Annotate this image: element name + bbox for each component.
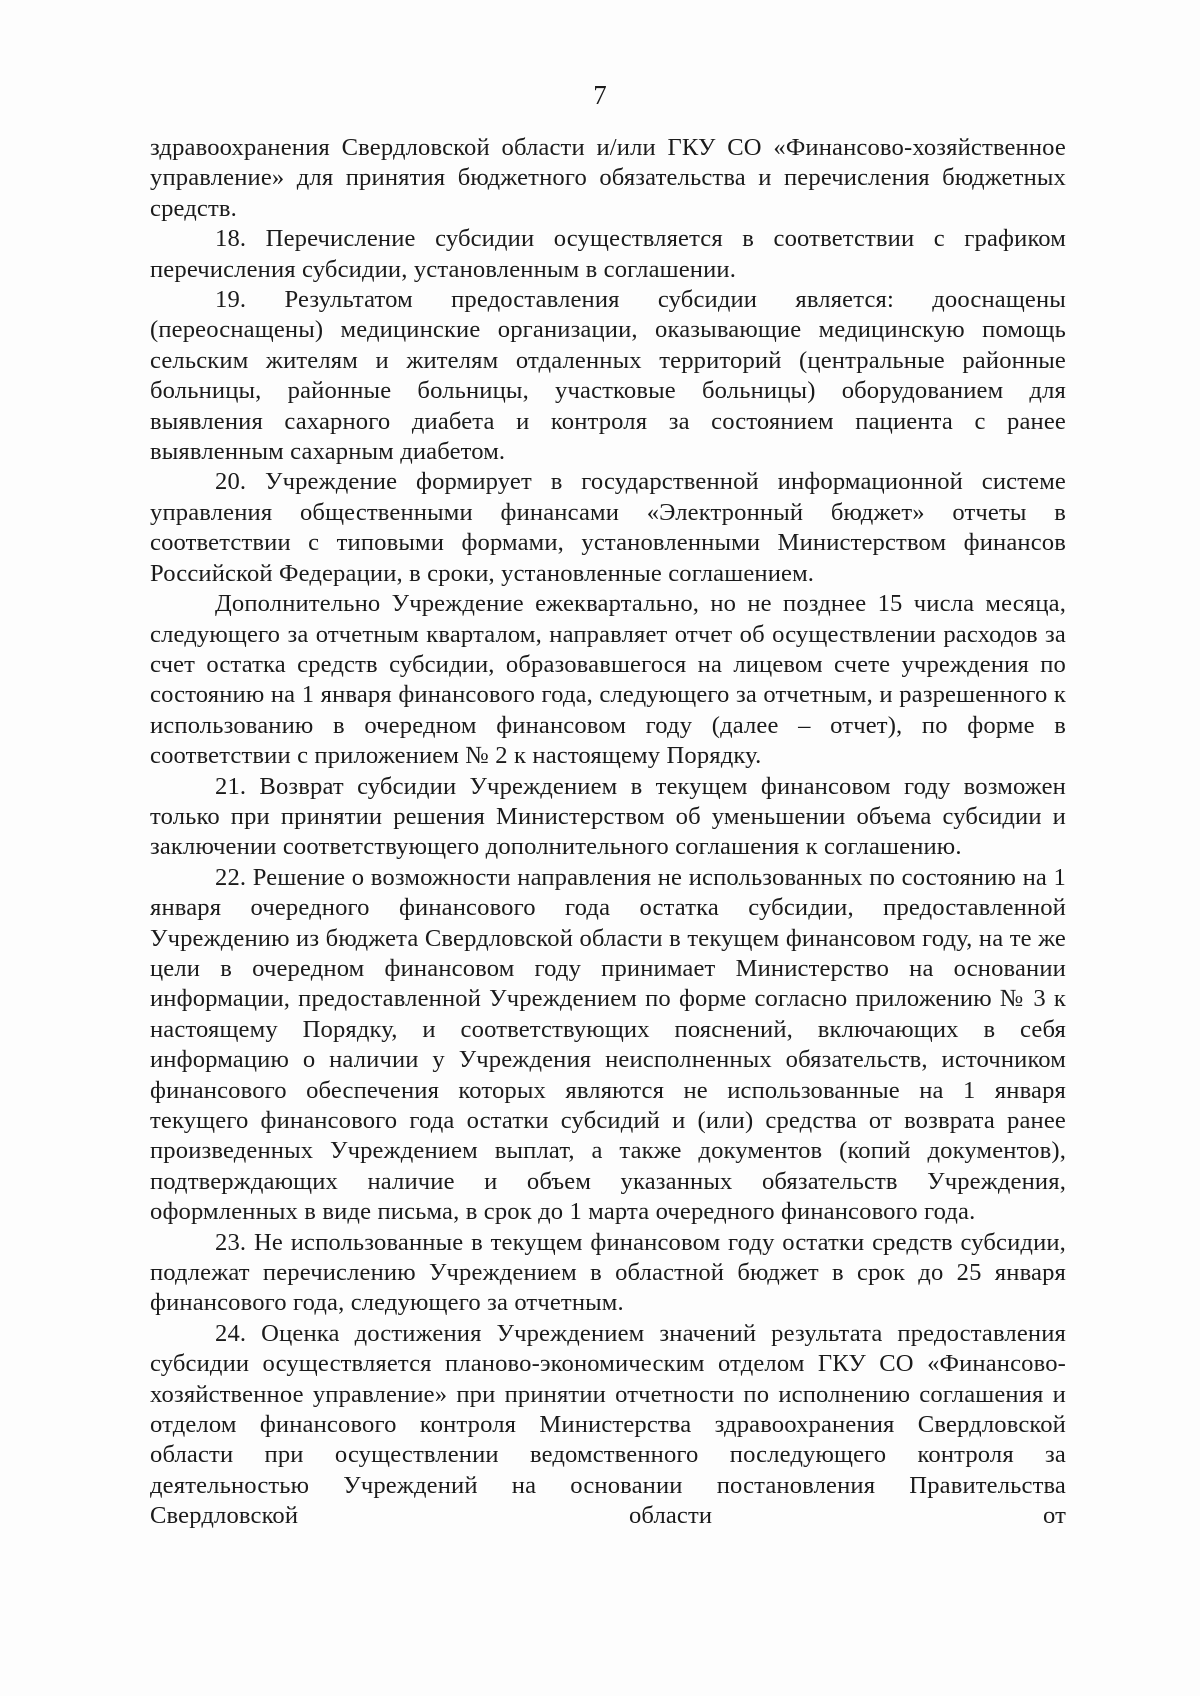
- document-body: [150, 133, 1066, 1532]
- paragraph-21: 21. Возврат субсидии Учреждением в текущем финансовом году возможен только при принятии решения Министерством об уменьшении объема субсидии и заключении соответствующего дополнительного соглашения к соглашению.: [150, 772, 1066, 861]
- paragraph-20: 20. Учреждение формирует в государственной информационной системе управления общественными финансами «Электронный бюджет» отчеты в соответствии с типовыми формами, установленными Министерством финансов Российской Федерации, в сроки, установленные соглашением.: [150, 468, 1066, 587]
- paragraph-24: 24. Оценка достижения Учреждением значений результата предоставления субсидии осуществляется планово-экономическим отделом ГКУ СО «Финансово-хозяйственное управление» при принятии отчетности по исполнению соглашения и отделом финансового контроля Министерства здравоохранения Свердловской области при осуществлении ведомственного последующего контроля за деятельностью Учреждений на основании постановления Правительства Свердловской области от: [150, 1319, 1066, 1530]
- paragraph-continuation: здравоохранения Свердловской области и/или ГКУ СО «Финансово-хозяйственное управление» для принятия бюджетного обязательства и перечисления бюджетных средств.: [150, 134, 1066, 222]
- paragraph-19: 19. Результатом предоставления субсидии является: дооснащены (переоснащены) медицинские организации, оказывающие медицинскую помощь сельским жителям и жителям отдаленных территорий (центральные районные больницы, районные больницы, участковые больницы) оборудованием для выявления сахарного диабета и контроля за состоянием пациента с ранее выявленным сахарным диабетом.: [150, 286, 1066, 466]
- paragraph-23: 23. Не использованные в текущем финансовом году остатки средств субсидии, подлежат перечислению Учреждением в областной бюджет в срок до 25 января финансового года, следующего за отчетным.: [150, 1228, 1066, 1317]
- page-number: 7: [593, 80, 607, 110]
- paragraph-18: 18. Перечисление субсидии осуществляется в соответствии с графиком перечисления субсидии, установленным в соглашении.: [150, 225, 1066, 283]
- paragraph-22: 22. Решение о возможности направления не использованных по состоянию на 1 января очередного финансового года остатка субсидии, предоставленной Учреждению из бюджета Свердловской области в текущем финансовом году, на те же цели в очередном финансовом году принимает Министерство на основании информации, предоставленной Учреждением по форме согласно приложению № 3 к настоящему Порядку, и соответствующих пояснений, включающих в себя информацию о наличии у Учреждения неисполненных обязательств, источником финансового обеспечения которых являются не использованные на 1 января текущего финансового года остатки субсидий и (или) средства от возврата ранее произведенных Учреждением выплат, а также документов (копий документов), подтверждающих наличие и объем указанных обязательств Учреждения, оформленных в виде письма, в срок до 1 марта очередного финансового года.: [150, 863, 1066, 1226]
- paragraph-20-additional: Дополнительно Учреждение ежеквартально, но не позднее 15 числа месяца, следующего за отчетным кварталом, направляет отчет об осуществлении расходов за счет остатка средств субсидии, образовавшегося на лицевом счете учреждения по состоянию на 1 января финансового года, следующего за отчетным, и разрешенного к использованию в очередном финансовом году (далее – отчет), по форме в соответствии с приложением № 2 к настоящему Порядку.: [150, 590, 1066, 770]
